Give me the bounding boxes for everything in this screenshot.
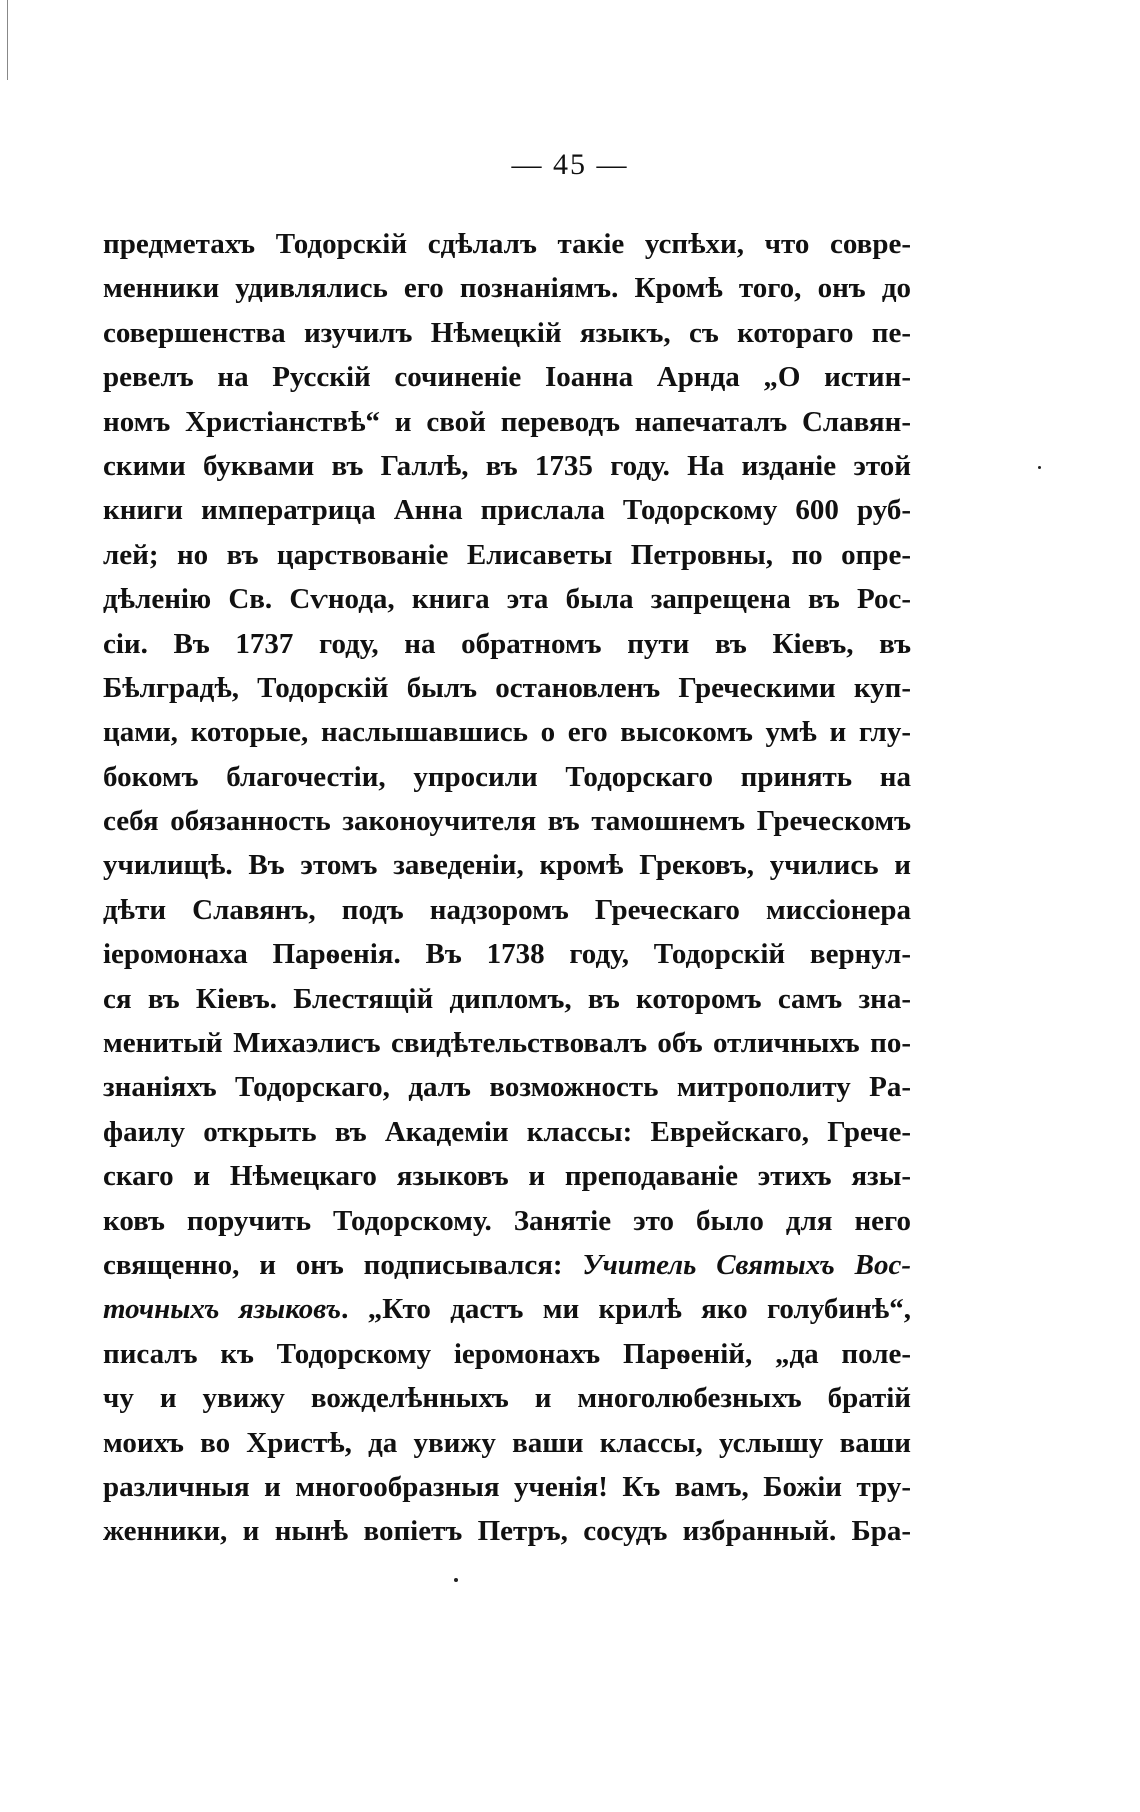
text-line — [103, 1243, 911, 1287]
text-line: дѣленію Св. Сѵнода, книга эта была запрещена въ Рос- — [103, 583, 911, 616]
text-line: знаніяхъ Тодорскаго, далъ возможность митрополиту Ра- — [103, 1071, 911, 1104]
italic-title-span: точныхъ языковъ — [103, 1293, 342, 1326]
text-line: іеромонаха Парѳенія. Въ 1738 году, Тодорскій вернул- — [103, 938, 911, 971]
scan-margin-rule — [7, 0, 8, 80]
body-text — [103, 222, 911, 1554]
text-line: книги императрица Анна прислала Тодорскому 600 руб- — [103, 494, 911, 527]
text-line: моихъ во Христѣ, да увижу ваши классы, услышу ваши — [103, 1426, 911, 1459]
text-line: сіи. Въ 1737 году, на обратномъ пути въ Кіевъ, въ — [103, 627, 911, 660]
text-line: Бѣлградѣ, Тодорскій былъ остановленъ Греческими куп- — [103, 671, 911, 704]
text-line: дѣти Славянъ, подъ надзоромъ Греческаго миссіонера — [103, 893, 911, 926]
text-line: чу и увижу вожделѣнныхъ и многолюбезныхъ братій — [103, 1382, 911, 1415]
text-span: священно, и онъ подписывался: — [103, 1248, 583, 1281]
text-line: менитый Михаэлисъ свидѣтельствовалъ объ отличныхъ по- — [103, 1027, 911, 1060]
text-line: женники, и нынѣ вопіетъ Петръ, сосудъ избранный. Бра- — [103, 1515, 911, 1548]
text-line — [103, 1287, 911, 1331]
text-line: предметахъ Тодорскій сдѣлалъ такіе успѣхи, что совре- — [103, 228, 911, 260]
text-line: различныя и многообразныя ученія! Къ вамъ, Божіи тру- — [103, 1470, 911, 1503]
text-line: скими буквами въ Галлѣ, въ 1735 году. На изданіе этой — [103, 449, 911, 482]
text-line: училищѣ. Въ этомъ заведеніи, кромѣ Грековъ, учились и — [103, 849, 911, 882]
scan-speck — [454, 1578, 458, 1582]
text-line: номъ Христіанствѣ“ и свой переводъ напечаталъ Славян- — [103, 405, 911, 438]
italic-title-span: Учитель Святыхъ Вос- — [582, 1248, 911, 1281]
text-line: фаилу открыть въ Академіи классы: Еврейскаго, Грече- — [103, 1115, 911, 1148]
text-line: цами, которые, наслышавшись о его высокомъ умѣ и глу- — [103, 716, 911, 749]
text-line: ковъ поручить Тодорскому. Занятіе это было для него — [103, 1204, 911, 1237]
text-line: менники удивлялись его познаніямъ. Кромѣ того, онъ до — [103, 272, 911, 305]
scan-speck — [1038, 466, 1041, 469]
text-line: писалъ къ Тодорскому іеромонахъ Парѳеній, „да поле- — [103, 1337, 911, 1370]
text-line: бокомъ благочестіи, упросили Тодорскаго принять на — [103, 760, 911, 793]
text-line: ревелъ на Русскій сочиненіе Іоанна Арнда „О истин- — [103, 361, 911, 394]
text-line: лей; но въ царствованіе Елисаветы Петровны, по опре- — [103, 538, 911, 571]
text-line: ся въ Кіевъ. Блестящій дипломъ, въ которомъ самъ зна- — [103, 982, 911, 1015]
text-line: скаго и Нѣмецкаго языковъ и преподаваніе этихъ язы- — [103, 1160, 911, 1193]
text-line: себя обязанность законоучителя въ тамошнемъ Греческомъ — [103, 805, 911, 838]
text-span: . „Кто дастъ ми крилѣ яко голубинѣ“, — [341, 1293, 911, 1326]
text-line: совершенства изучилъ Нѣмецкій языкъ, съ котораго пе- — [103, 316, 911, 349]
page-number: — 45 — — [511, 148, 629, 181]
